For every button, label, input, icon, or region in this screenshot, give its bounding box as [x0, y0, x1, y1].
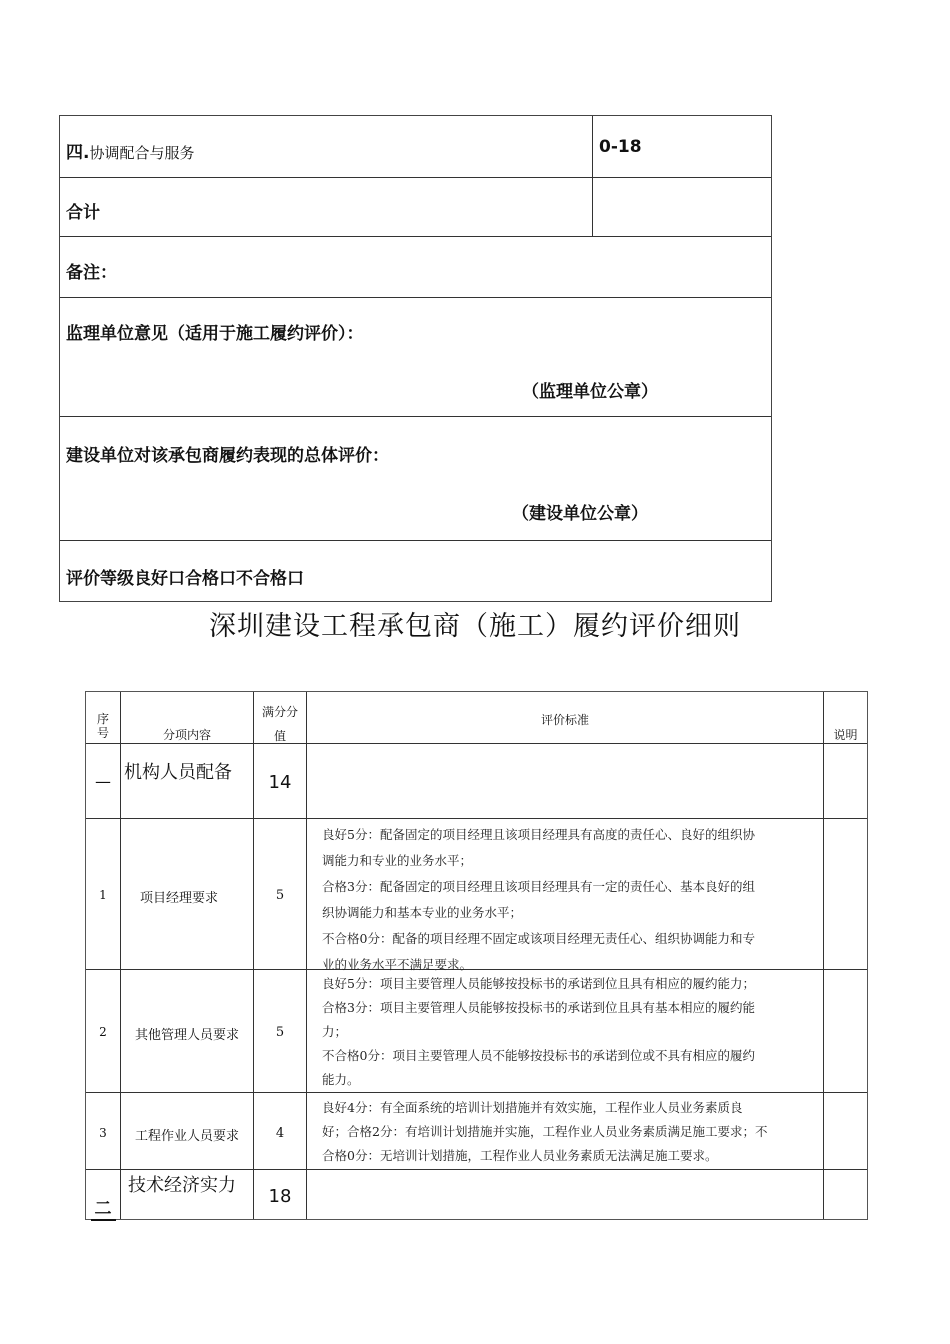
owner-evaluation-label: 建设单位对该承包商履约表现的总体评价： [66, 446, 389, 466]
column-divider [823, 692, 824, 1219]
header-criteria: 评价标准 [540, 713, 589, 727]
criteria-line: 合格3分：项目主要管理人员能够按投标书的承诺到位且具有基本相应的履约能 [322, 1000, 755, 1015]
row-score: 5 [275, 888, 285, 903]
row-divider [86, 743, 867, 744]
row-score: 14 [268, 772, 292, 793]
row-divider [60, 236, 771, 237]
row-divider [86, 1169, 867, 1170]
row-seq: 2 [99, 1025, 107, 1039]
row-divider [60, 297, 771, 298]
row-divider [86, 818, 867, 819]
row-item: 技术经济实力 [128, 1175, 236, 1196]
criteria-line: 良好5分：配备固定的项目经理且该项目经理具有高度的责任心、良好的组织协 [322, 827, 755, 842]
total-label: 合计 [66, 203, 100, 223]
summary-table [59, 115, 772, 602]
supervisor-seal: （监理单位公章） [522, 382, 658, 402]
header-note: 说明 [833, 728, 858, 742]
header-score-line2: 值 [273, 729, 286, 743]
row-divider [60, 416, 771, 417]
column-divider [592, 116, 593, 237]
criteria-line: 良好4分：有全面系统的培训计划措施并有效实施，工程作业人员业务素质良 [322, 1100, 743, 1115]
supervisor-opinion-label: 监理单位意见（适用于施工履约评价）： [66, 324, 364, 344]
criteria-line: 织协调能力和基本专业的业务水平； [322, 905, 523, 920]
detail-table [85, 691, 868, 1220]
row-item: 其他管理人员要求 [134, 1028, 239, 1043]
criteria-line: 合格3分：配备固定的项目经理且该项目经理具有一定的责任心、基本良好的组 [322, 879, 755, 894]
criteria-line: 良好5分：项目主要管理人员能够按投标书的承诺到位且具有相应的履约能力； [322, 976, 755, 991]
row-item: 工程作业人员要求 [134, 1129, 239, 1144]
row-criteria [322, 822, 820, 978]
grade-label: 评价等级良好口合格口不合格口 [66, 569, 304, 589]
row-seq: 3 [99, 1126, 107, 1140]
row-score: 5 [275, 1025, 285, 1040]
section-4-score: 0-18 [599, 137, 642, 157]
document-title: 深圳建设工程承包商（施工）履约评价细则 [209, 611, 741, 642]
criteria-line: 能力。 [322, 1072, 360, 1087]
row-divider [86, 1092, 867, 1093]
row-seq [86, 1194, 120, 1219]
header-score [254, 700, 306, 748]
row-score: 18 [268, 1186, 292, 1207]
row-seq: — [95, 772, 111, 791]
row-seq: 1 [99, 888, 107, 902]
section-4-label: 四.协调配合与服务 [66, 143, 195, 163]
header-seq: 序 号 [96, 712, 109, 740]
criteria-line: 好；合格2分：有培训计划措施并实施，工程作业人员业务素质满足施工要求；不 [322, 1124, 768, 1139]
row-divider [60, 540, 771, 541]
criteria-line: 不合格0分：配备的项目经理不固定或该项目经理无责任心、组织协调能力和专 [322, 931, 755, 946]
row-divider [60, 177, 771, 178]
row-score: 4 [275, 1126, 285, 1141]
criteria-line: 业的业务水平不满足要求。 [322, 957, 473, 972]
row-criteria [322, 972, 820, 1092]
remarks-label: 备注： [66, 263, 117, 283]
row-item: 项目经理要求 [139, 891, 218, 906]
criteria-line: 合格0分：无培训计划措施，工程作业人员业务素质无法满足施工要求。 [322, 1148, 718, 1163]
row-seq-text: 二 [91, 1199, 116, 1221]
criteria-line: 不合格0分：项目主要管理人员不能够按投标书的承诺到位或不具有相应的履约 [322, 1048, 755, 1063]
header-item: 分项内容 [162, 728, 211, 742]
criteria-line: 力； [322, 1024, 348, 1039]
owner-seal: （建设单位公章） [512, 504, 648, 524]
header-score-line1: 满分分 [261, 705, 298, 719]
criteria-line: 调能力和专业的业务水平； [322, 853, 473, 868]
row-criteria [322, 1096, 820, 1168]
row-item: 机构人员配备 [124, 762, 232, 783]
